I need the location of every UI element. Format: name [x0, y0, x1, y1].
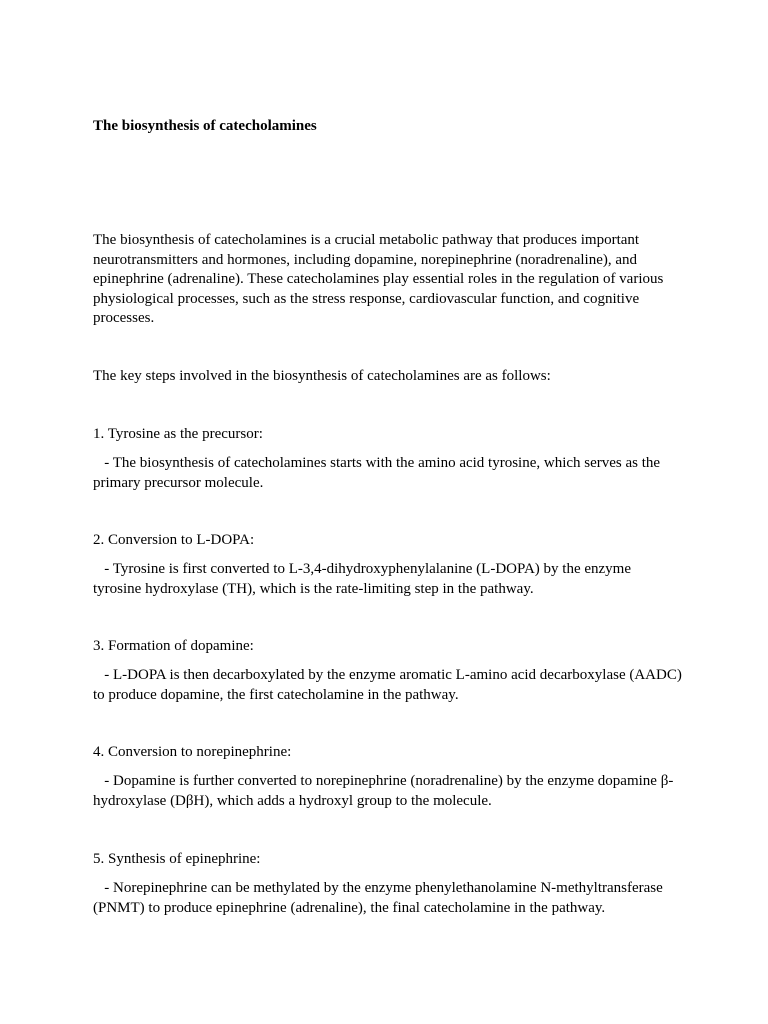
step-3-body: - L-DOPA is then decarboxylated by the enzyme aromatic L-amino acid decarboxylase (AADC) to produce dopamine, the first catecholamine in the pathway. — [93, 667, 686, 703]
step-5-body: - Norepinephrine can be methylated by the enzyme phenylethanolamine N-methyltransferase (PNMT) to produce epinephrine (adrenaline), the final catecholamine in the pathway. — [93, 880, 667, 916]
step-4-body: - Dopamine is further converted to norepinephrine (noradrenaline) by the enzyme dopamine β-hydroxylase (DβH), which adds a hydroxyl group to the molecule. — [93, 773, 674, 809]
step-2-heading: 2. Conversion to L-DOPA: — [93, 532, 255, 548]
step-5-heading: 5. Synthesis of epinephrine: — [93, 851, 261, 867]
step-1-body: - The biosynthesis of catecholamines starts with the amino acid tyrosine, which serves as the primary precursor molecule. — [93, 455, 664, 491]
steps-intro-paragraph: The key steps involved in the biosynthesis of catecholamines are as follows: — [93, 368, 551, 384]
step-3-heading: 3. Formation of dopamine: — [93, 638, 254, 654]
step-1-heading: 1. Tyrosine as the precursor: — [93, 426, 263, 442]
document-title: The biosynthesis of catecholamines — [93, 118, 317, 134]
step-2-body: - Tyrosine is first converted to L-3,4-dihydroxyphenylalanine (L-DOPA) by the enzyme tyrosine hydroxylase (TH), which is the rate-limiting step in the pathway. — [93, 561, 635, 597]
intro-paragraph: The biosynthesis of catecholamines is a crucial metabolic pathway that produces important neurotransmitters and hormones, including dopamine, norepinephrine (noradrenaline), and epinephrine (adrenaline). These catecholamines play essential roles in the regulation of various physiological processes, such as the stress response, cardiovascular function, and cognitive processes. — [93, 232, 664, 326]
step-4-heading: 4. Conversion to norepinephrine: — [93, 744, 292, 760]
